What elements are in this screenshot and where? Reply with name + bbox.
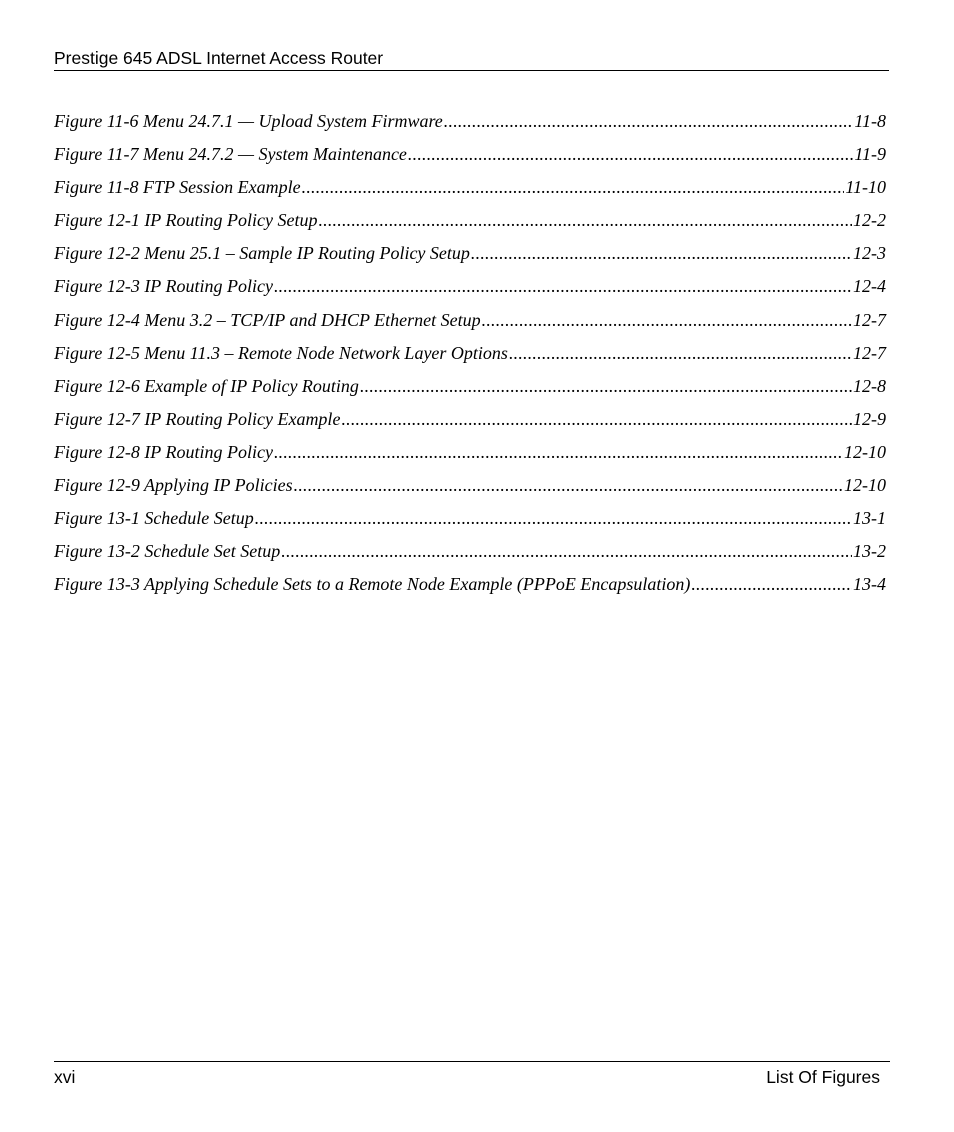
toc-entry-title: Figure 11-7 Menu 24.7.2 — System Maintenance: [54, 144, 407, 165]
toc-entry-title: Figure 12-7 IP Routing Policy Example: [54, 408, 341, 429]
toc-dot-leader: [509, 340, 852, 366]
toc-dot-leader: [281, 538, 852, 564]
list-of-figures: [54, 108, 886, 604]
toc-entry-title: Figure 12-4 Menu 3.2 – TCP/IP and DHCP Ethernet Setup: [54, 309, 481, 330]
toc-dot-leader: [691, 571, 852, 597]
toc-entry[interactable]: [54, 373, 886, 406]
toc-entry[interactable]: [54, 505, 886, 538]
toc-entry-page: 12-7: [853, 342, 886, 363]
toc-entry-title: Figure 13-2 Schedule Set Setup: [54, 541, 281, 562]
toc-dot-leader: [274, 273, 852, 299]
toc-entry[interactable]: [54, 307, 886, 340]
page-footer: [54, 1061, 890, 1087]
toc-dot-leader: [471, 240, 852, 266]
toc-entry[interactable]: [54, 472, 886, 505]
page-number: xvi: [54, 1067, 76, 1087]
toc-entry-page: 11-10: [845, 177, 886, 198]
toc-entry-page: 12-7: [853, 309, 886, 330]
toc-entry-title: Figure 12-9 Applying IP Policies: [54, 475, 293, 496]
toc-entry-page: 11-9: [854, 144, 886, 165]
toc-entry-page: 12-8: [853, 375, 886, 396]
toc-entry-title: Figure 13-1 Schedule Setup: [54, 508, 254, 529]
toc-entry-page: 12-4: [853, 276, 886, 297]
toc-entry-page: 11-8: [854, 111, 886, 131]
toc-entry-title: Figure 11-8 FTP Session Example: [54, 177, 301, 198]
toc-entry-title: Figure 12-8 IP Routing Policy: [54, 441, 273, 462]
toc-entry-title: Figure 11-6 Menu 24.7.1 — Upload System Firmware: [54, 111, 443, 131]
toc-entry-title: Figure 12-1 IP Routing Policy Setup: [54, 210, 318, 231]
toc-entry-page: 12-10: [844, 475, 886, 496]
toc-entry[interactable]: [54, 174, 886, 207]
toc-entry-page: 12-9: [853, 408, 886, 429]
toc-dot-leader: [274, 439, 843, 465]
toc-entry-page: 13-2: [853, 541, 886, 562]
toc-entry-page: 13-1: [853, 508, 886, 529]
toc-entry-title: Figure 12-2 Menu 25.1 – Sample IP Routing Policy Setup: [54, 243, 470, 264]
toc-dot-leader: [444, 108, 854, 134]
toc-entry[interactable]: [54, 207, 886, 240]
toc-entry[interactable]: [54, 240, 886, 273]
toc-entry-page: 13-4: [853, 574, 886, 595]
toc-dot-leader: [408, 141, 853, 167]
document-title: Prestige 645 ADSL Internet Access Router: [54, 48, 384, 68]
toc-entry-title: Figure 12-5 Menu 11.3 – Remote Node Network Layer Options: [54, 342, 508, 363]
toc-entry[interactable]: [54, 538, 886, 571]
toc-dot-leader: [318, 207, 852, 233]
toc-dot-leader: [255, 505, 852, 531]
toc-entry-page: 12-2: [853, 210, 886, 231]
toc-entry-title: Figure 13-3 Applying Schedule Sets to a Remote Node Example (PPPoE Encapsulation): [54, 574, 691, 595]
toc-entry[interactable]: [54, 406, 886, 439]
toc-entry-page: 12-10: [844, 441, 886, 462]
toc-dot-leader: [360, 373, 852, 399]
toc-entry[interactable]: [54, 340, 886, 373]
toc-entry[interactable]: [54, 141, 886, 174]
toc-dot-leader: [482, 307, 852, 333]
toc-entry[interactable]: [54, 571, 886, 604]
toc-entry[interactable]: [54, 108, 886, 141]
toc-dot-leader: [302, 174, 845, 200]
toc-entry-title: Figure 12-3 IP Routing Policy: [54, 276, 273, 297]
toc-entry-title: Figure 12-6 Example of IP Policy Routing: [54, 375, 359, 396]
toc-dot-leader: [294, 472, 843, 498]
toc-dot-leader: [341, 406, 852, 432]
toc-entry[interactable]: [54, 439, 886, 472]
page-header: [54, 48, 889, 71]
toc-entry-page: 12-3: [853, 243, 886, 264]
toc-entry[interactable]: [54, 273, 886, 306]
section-name: List Of Figures: [766, 1067, 880, 1087]
